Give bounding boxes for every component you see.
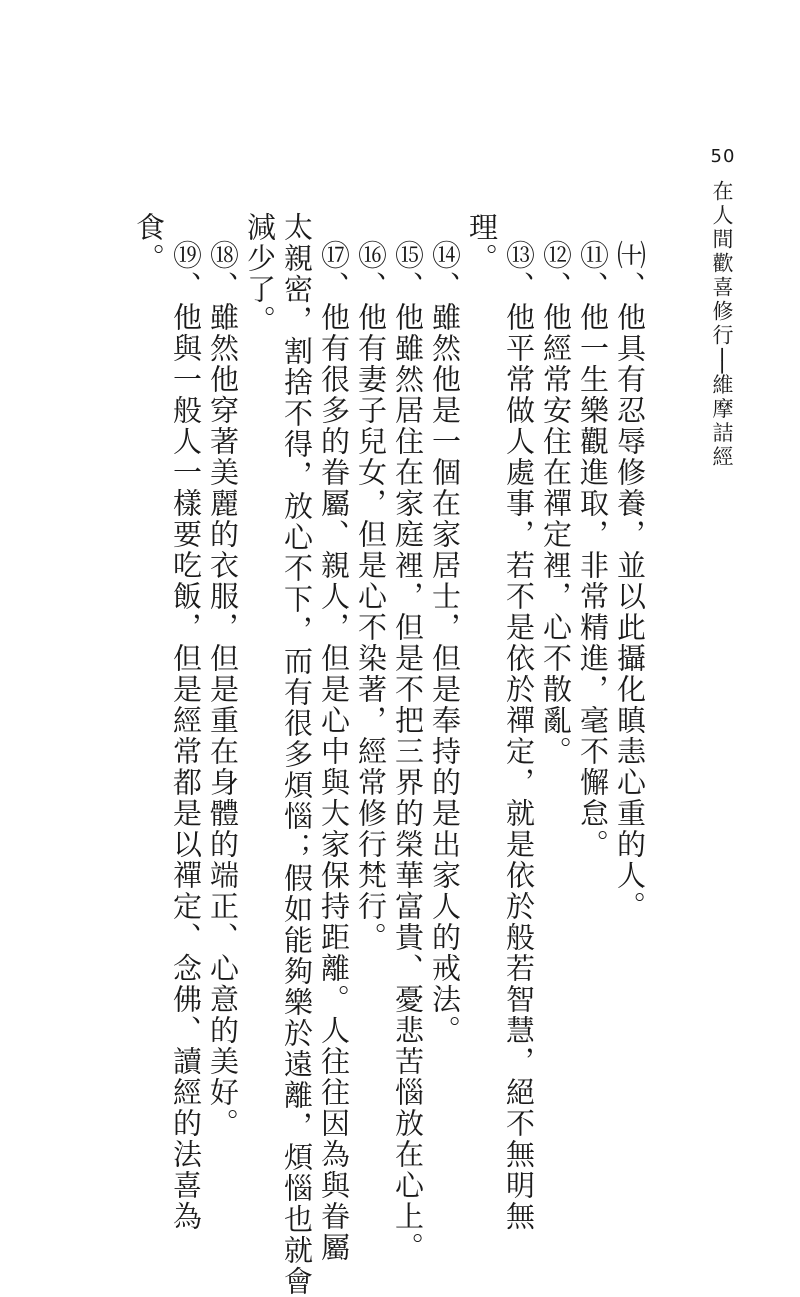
text-line: 食。	[132, 212, 166, 274]
text-line: ⑱、雖然他穿著美麗的衣服，但是重在身體的端正、心意的美好。	[206, 240, 240, 1139]
text-line: ⑫、他經常安住在禪定裡，心不散亂。	[539, 240, 573, 767]
header-dash: ──	[710, 348, 734, 374]
text-line: ⑲、他與一般人一樣要吃飯，但是經常都是以禪定、念佛、讀經的法喜為	[169, 240, 203, 1232]
book-title: 在人間歡喜修行	[710, 180, 734, 348]
text-line: ⑯、他有妻子兒女，但是心不染著，經常修行梵行。	[354, 240, 388, 953]
body-text	[130, 212, 648, 1297]
text-line: ⑭、雖然他是一個在家居士，但是奉持的是出家人的戒法。	[428, 240, 462, 1046]
text-line: 減少了。	[243, 212, 277, 336]
text-line: 太親密，割捨不得，放心不下，而有很多煩惱；假如能夠樂於遠離，煩惱也就會	[280, 212, 314, 1297]
text-line: ㈩、他具有忍辱修養，並以此攝化瞋恚心重的人。	[613, 240, 647, 922]
section-title: 維摩詰經	[710, 373, 734, 470]
page-number: 50	[710, 146, 736, 167]
text-line: ⑪、他一生樂觀進取，非常精進，毫不懈怠。	[576, 240, 610, 860]
running-header	[707, 180, 737, 700]
text-line: ⑰、他有很多的眷屬、親人，但是心中與大家保持距離。人往往因為與眷屬	[317, 240, 351, 1263]
text-line: 理。	[465, 212, 499, 274]
text-line: ⑬、他平常做人處事，若不是依於禪定，就是依於般若智慧，絕不無明無	[502, 240, 536, 1232]
text-line: ⑮、他雖然居住在家庭裡，但是不把三界的榮華富貴、憂悲苦惱放在心上。	[391, 240, 425, 1263]
